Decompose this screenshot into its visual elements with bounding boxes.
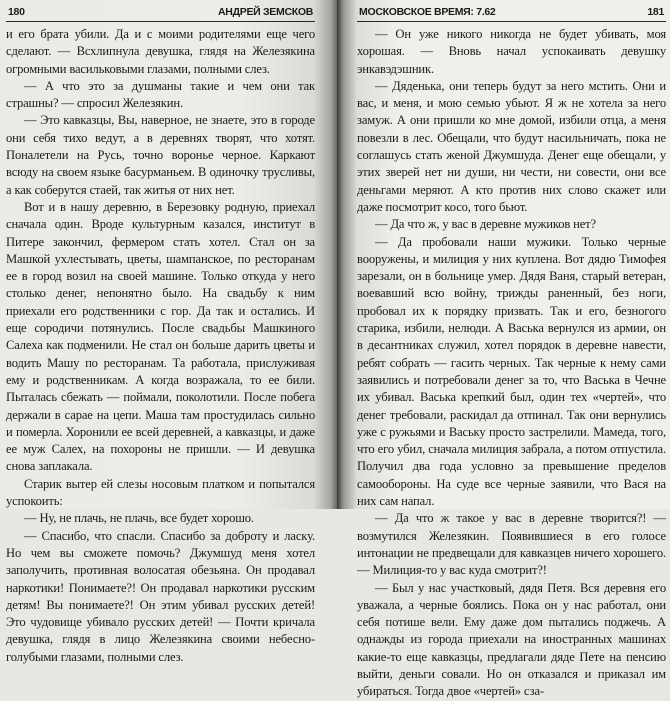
paragraph: — Ну, не плачь, не плачь, все будет хорошо. <box>24 511 254 526</box>
paragraph: — Он уже никого никогда не будет убивать, моя хорошая. — Вновь начал успокаивать девушку энкавэдэшник. <box>357 27 666 76</box>
right-running-head <box>357 4 666 22</box>
right-page-number: 181 <box>647 6 664 18</box>
left-page-number: 180 <box>8 6 25 18</box>
paragraph: — Спасибо, что спасли. Спасибо за доброту и ласку. Но чем вы сможете помочь? Джумшуд меня хотел заполучить, противная волосатая обезьяна. Он продавал наркотики! Понимаете?! Он продавал наркотики русским детям! Вы понимаете?! Он этим убивал русских детей! Это чудовище убивало русских детей! — Почти кричала девушка, глядя в лицо Железякина своими небесно-голубыми глазами, полными слез. <box>6 528 315 664</box>
paragraph: — Дяденька, они теперь будут за него мстить. Они и вас, и меня, и мою семью убьют. Я ж не хотела за него замуж. А они пришли ко мне домой, избили отца, а меня повезли в лес. Обещали, что будут насильничать, пока не соглашусь стать женой Джумшуда. Денег еще обещали, у этих зверей нет ни души, ни чести, ни совести, они все деньгами меряют. А кто против них слово скажет или даже посмотрит косо, того бьют. <box>357 78 666 214</box>
right-book-title: МОСКОВСКОЕ ВРЕМЯ: 7.62 <box>359 6 496 18</box>
paragraph: Старик вытер ей слезы носовым платком и попытался успокоить: <box>6 476 315 509</box>
paragraph: — Да пробовали наши мужики. Только черные вооружены, и милиция у них куплена. Вот дядю Тимофея зарезали, он в больнице умер. Дядя Ваня, старый ветеран, воевавший всю войну, трижды раненный, без ноги, пробовал их к порядку призвать. Так и его, безногого старика, избили, нелюди. А Васька вернулся из армии, он в десантниках служил, хотел порядок в деревне навести, ребят собрать — гасить черных. Так черные к нему сами заявились и потребовали денег за то, что Васька в Чечне их убивал. Васька крепкий был, один тех «чертей», что денег требовали, раскидал да отпинал. Так они вернулись уже с ружьями и Ваську просто застрелили. Мамеда, того, что его убил, сначала милиция забрала, а потом отпустила. Получил два года условно за превышение пределов самообороны. На суде все черные заявили, что Вася на них сам напал. <box>357 234 666 509</box>
left-page <box>0 0 337 664</box>
paragraph: и его брата убили. Да и с моими родителями еще чего сделают. — Всхлипнула девушка, глядя на Железякина огромными васильковыми глазами, полными слез. <box>6 27 315 76</box>
right-page <box>337 0 670 699</box>
right-page-body <box>357 26 666 701</box>
left-author-title: АНДРЕЙ ЗЕМСКОВ <box>218 6 313 18</box>
paragraph: — Да что ж, у вас в деревне мужиков нет? <box>375 217 596 232</box>
paragraph: Вот и в нашу деревню, в Березовку родную, приехал сначала один. Вроде культурным казался, институт в Питере закончил, фермером стать хотел. Стал он за Машкой ухлестывать, цветы, шампанское, по ресторанам ее в город возил на своей машине. Только откуда у него столько денег, непонятно было. На свадьбу к ним приехали его родственники с гор. Да так и остались. И еще сородичи потянулись. После свадьбы Машкиного Салеха как подменили. Не стал он больше дарить цветы и водить Машу по ресторанам. Та работала, прислуживая ему и родственникам. А когда возражала, то ее били. Пыталась сбежать — поймали, поколотили. После побега держали в сарае на цепи. Маша там простудилась сильно и померла. Хоронили ее всей деревней, а кавказцы, и даже ее муж Салех, на похороны не пришли. — И девушка снова заплакала. <box>6 199 315 474</box>
paragraph: — Был у нас участковый, дядя Петя. Вся деревня его уважала, а черные боялись. Пока он у нас работал, они себя потише вели. Ему даже дом пытались поджечь. А однажды из города приехали на иностранных машинах какие-то еще кавказцы, предлагали дяде Пете на пенсию выйти, деньги совали. Но он отказался и приказал им убираться. Тогда двое «чертей» сза- <box>357 580 666 699</box>
left-page-body <box>6 26 315 666</box>
paragraph: — Да что ж такое у вас в деревне творится?! — возмутился Железякин. Появившиеся в его голосе интонации не предвещали для кавказцев ничего хорошего. — Милиция-то у вас куда смотрит?! <box>357 511 666 578</box>
paragraph: — Это кавказцы, Вы, наверное, не знаете, это в городе они себя тихо ведут, а в деревнях творят, что хотят. Поналетели на Русь, точно воронье черное. Каркают всюду на своем языке басурманьем. В одиночку трусливы, а как соберутся стаей, так житья от них нет. <box>6 113 315 197</box>
paragraph: — А что это за душманы такие и чем они так страшны? — спросил Железякин. <box>6 78 315 111</box>
left-running-head <box>6 4 315 22</box>
